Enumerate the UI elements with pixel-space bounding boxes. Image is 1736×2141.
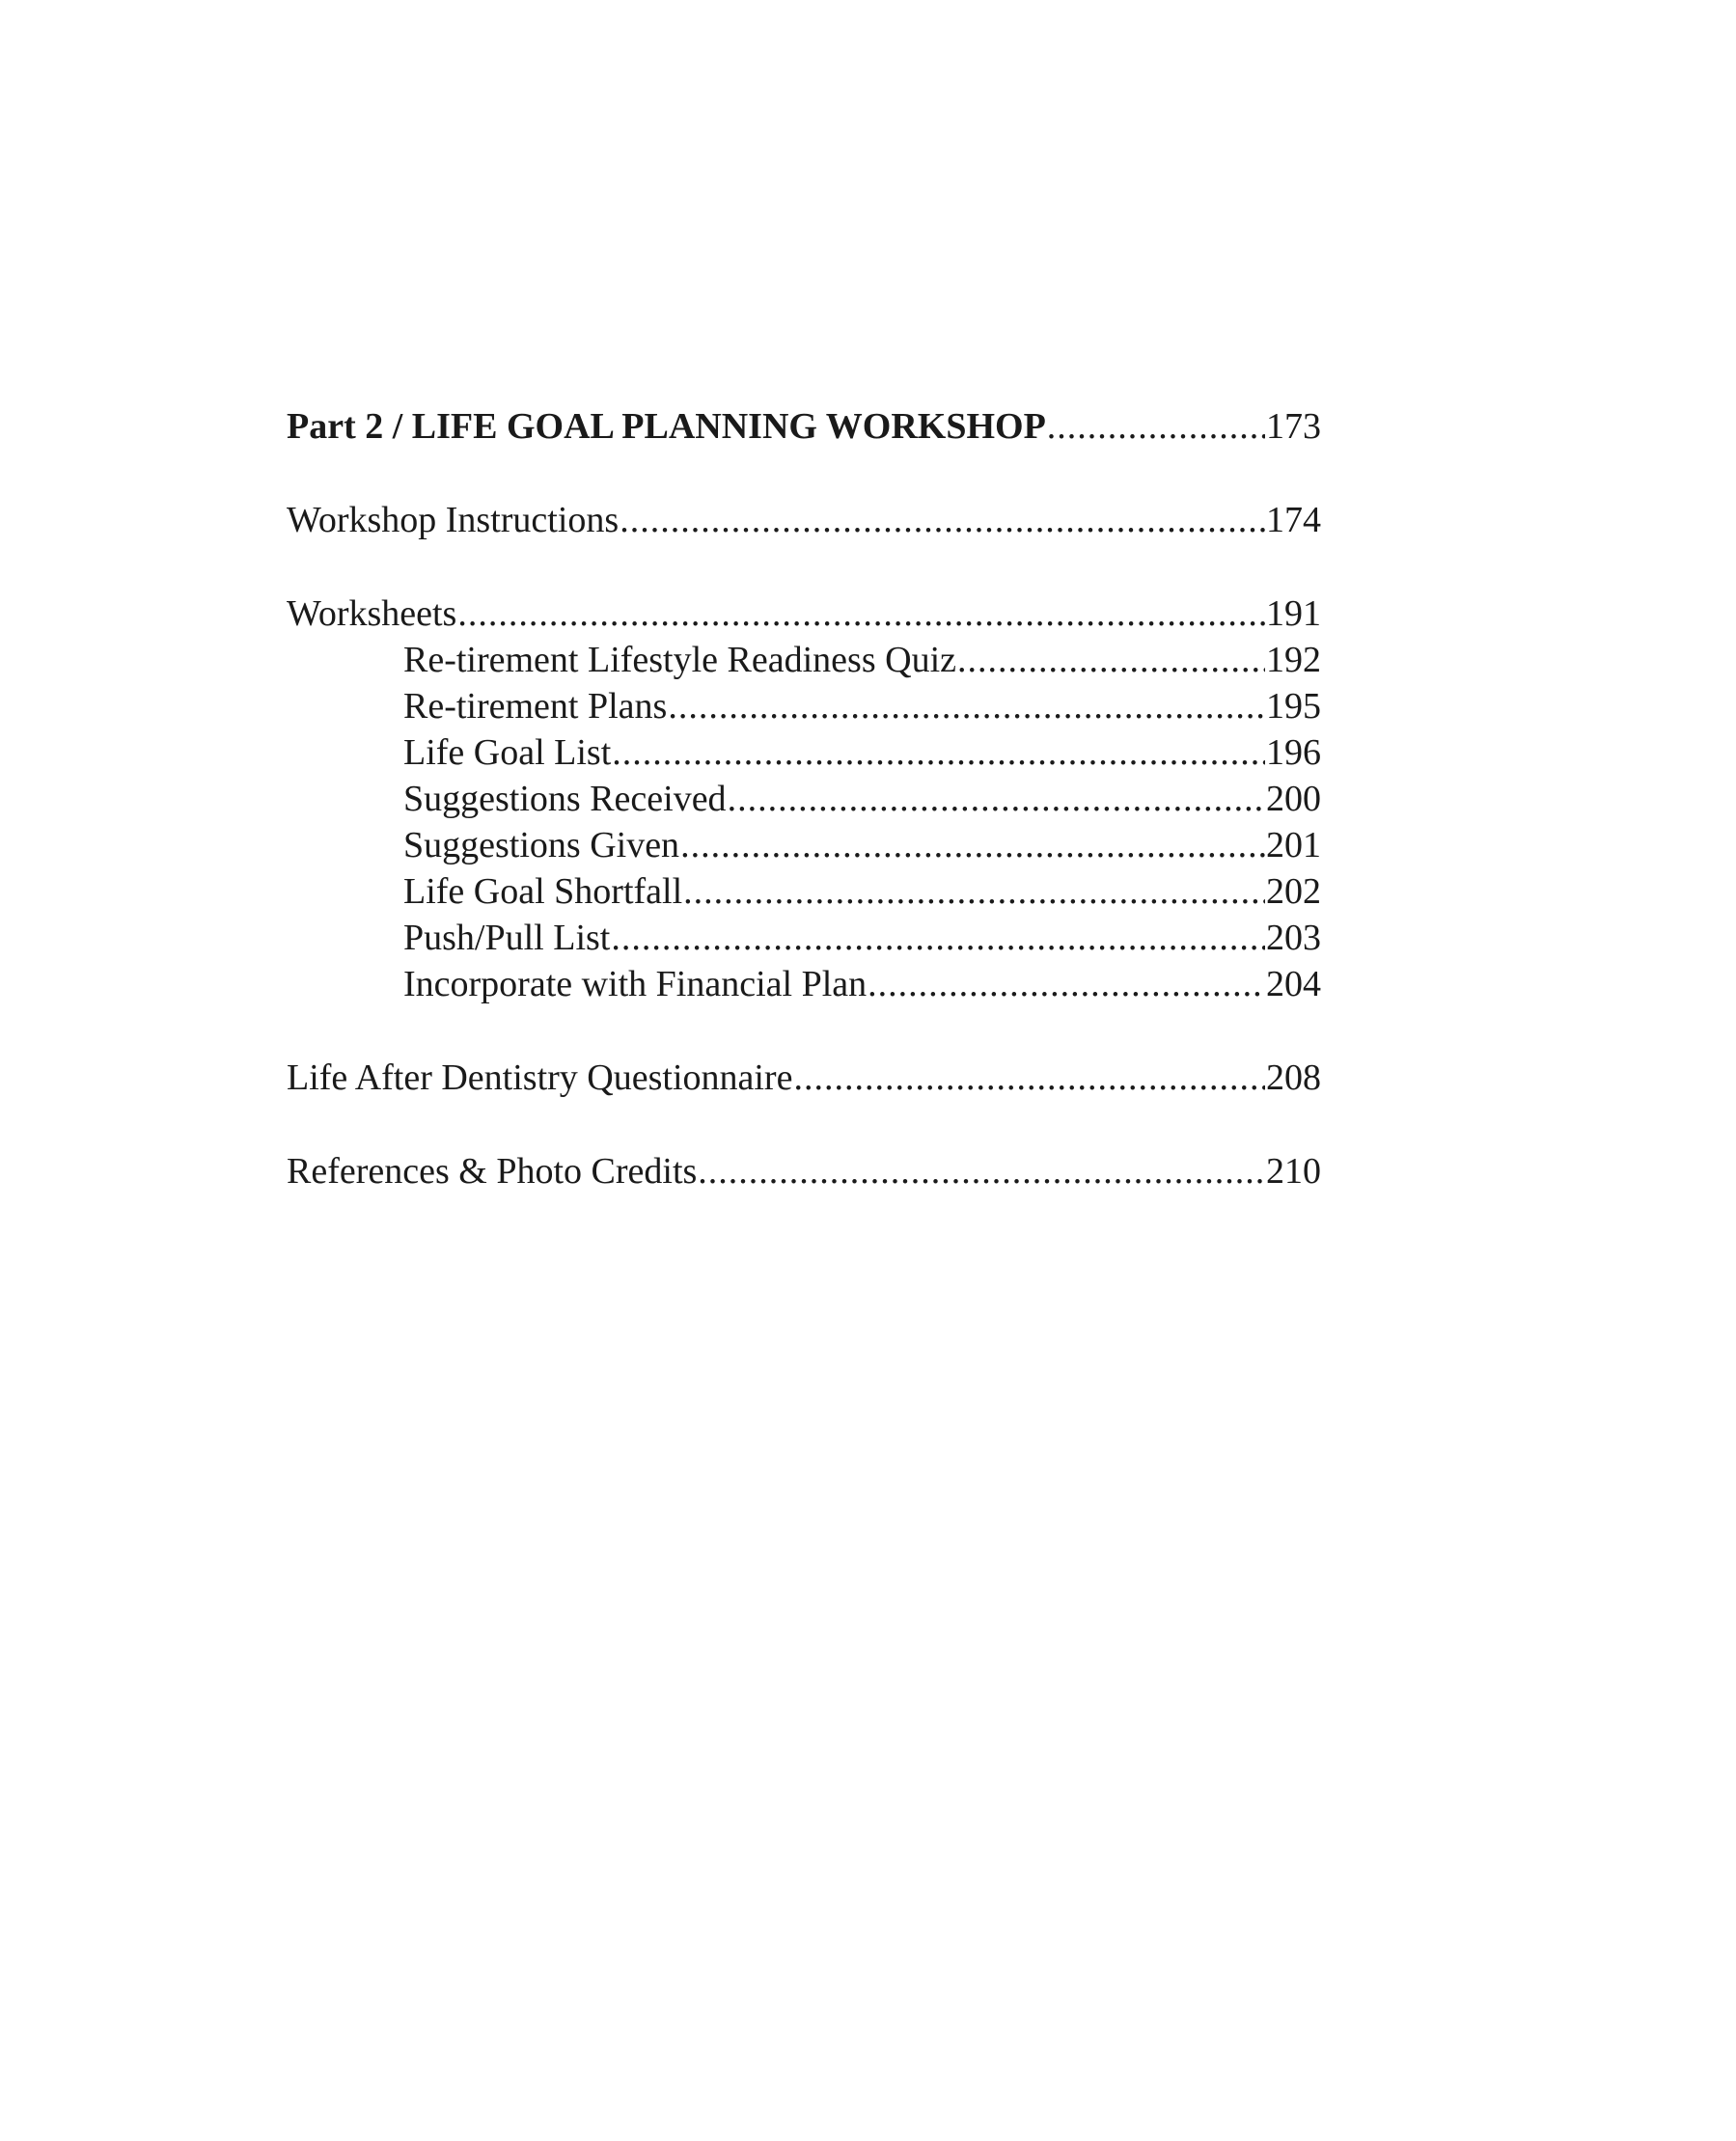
toc-subentry[interactable] bbox=[287, 776, 1321, 822]
toc-entry-page: 195 bbox=[1266, 686, 1321, 727]
toc-entry-page: 210 bbox=[1266, 1151, 1321, 1192]
toc-subentry[interactable] bbox=[287, 915, 1321, 961]
toc-entry-page: 203 bbox=[1266, 918, 1321, 958]
toc-entry-title: Part 2 / LIFE GOAL PLANNING WORKSHOP bbox=[287, 406, 1046, 447]
toc-entry-page: 208 bbox=[1266, 1057, 1321, 1098]
dot-leader bbox=[680, 822, 1265, 868]
toc-subentry[interactable] bbox=[287, 822, 1321, 868]
toc-entry-title: Life Goal List bbox=[403, 732, 612, 773]
toc-entry-page: 192 bbox=[1266, 640, 1321, 680]
toc-entry-worksheets[interactable] bbox=[287, 590, 1321, 637]
section-gap bbox=[287, 1101, 1321, 1148]
toc-entry-references[interactable] bbox=[287, 1148, 1321, 1194]
toc-subentry[interactable] bbox=[287, 961, 1321, 1007]
dot-leader bbox=[683, 868, 1265, 915]
dot-leader bbox=[728, 776, 1265, 822]
toc-entry-page: 202 bbox=[1266, 871, 1321, 912]
dot-leader bbox=[620, 497, 1265, 543]
toc-entry-title: Suggestions Given bbox=[403, 825, 680, 865]
table-of-contents bbox=[287, 403, 1321, 1194]
toc-subentry[interactable] bbox=[287, 637, 1321, 683]
toc-entry-title: Incorporate with Financial Plan bbox=[403, 964, 868, 1004]
dot-leader bbox=[1047, 403, 1265, 450]
toc-entry-title: References & Photo Credits bbox=[287, 1151, 698, 1192]
toc-entry-questionnaire[interactable] bbox=[287, 1055, 1321, 1101]
toc-entry-page: 174 bbox=[1266, 500, 1321, 540]
toc-entry-page: 196 bbox=[1266, 732, 1321, 773]
toc-entry-title: Re-tirement Plans bbox=[403, 686, 668, 727]
dot-leader bbox=[868, 961, 1265, 1007]
dot-leader bbox=[611, 915, 1265, 961]
toc-entry-page: 191 bbox=[1266, 593, 1321, 634]
toc-entry-title: Push/Pull List bbox=[403, 918, 611, 958]
toc-entry-title: Worksheets bbox=[287, 593, 457, 634]
dot-leader bbox=[957, 637, 1265, 683]
section-gap bbox=[287, 450, 1321, 497]
toc-entry-page: 204 bbox=[1266, 964, 1321, 1004]
dot-leader bbox=[612, 729, 1265, 776]
toc-entry-title: Re-tirement Lifestyle Readiness Quiz bbox=[403, 640, 956, 680]
toc-entry-page: 201 bbox=[1266, 825, 1321, 865]
toc-entry-title: Workshop Instructions bbox=[287, 500, 620, 540]
toc-entry-workshop-instructions[interactable] bbox=[287, 497, 1321, 543]
dot-leader bbox=[457, 590, 1265, 637]
toc-subentry[interactable] bbox=[287, 868, 1321, 915]
section-gap bbox=[287, 543, 1321, 590]
toc-entry-page: 200 bbox=[1266, 779, 1321, 819]
dot-leader bbox=[668, 683, 1265, 729]
toc-entry-title: Suggestions Received bbox=[403, 779, 727, 819]
toc-entry-title: Life After Dentistry Questionnaire bbox=[287, 1057, 793, 1098]
dot-leader bbox=[793, 1055, 1265, 1101]
section-gap bbox=[287, 1007, 1321, 1055]
toc-entry-part-2[interactable] bbox=[287, 403, 1321, 450]
toc-entry-page: 173 bbox=[1266, 406, 1321, 447]
toc-subentry[interactable] bbox=[287, 729, 1321, 776]
dot-leader bbox=[698, 1148, 1265, 1194]
toc-entry-title: Life Goal Shortfall bbox=[403, 871, 683, 912]
toc-subentry[interactable] bbox=[287, 683, 1321, 729]
